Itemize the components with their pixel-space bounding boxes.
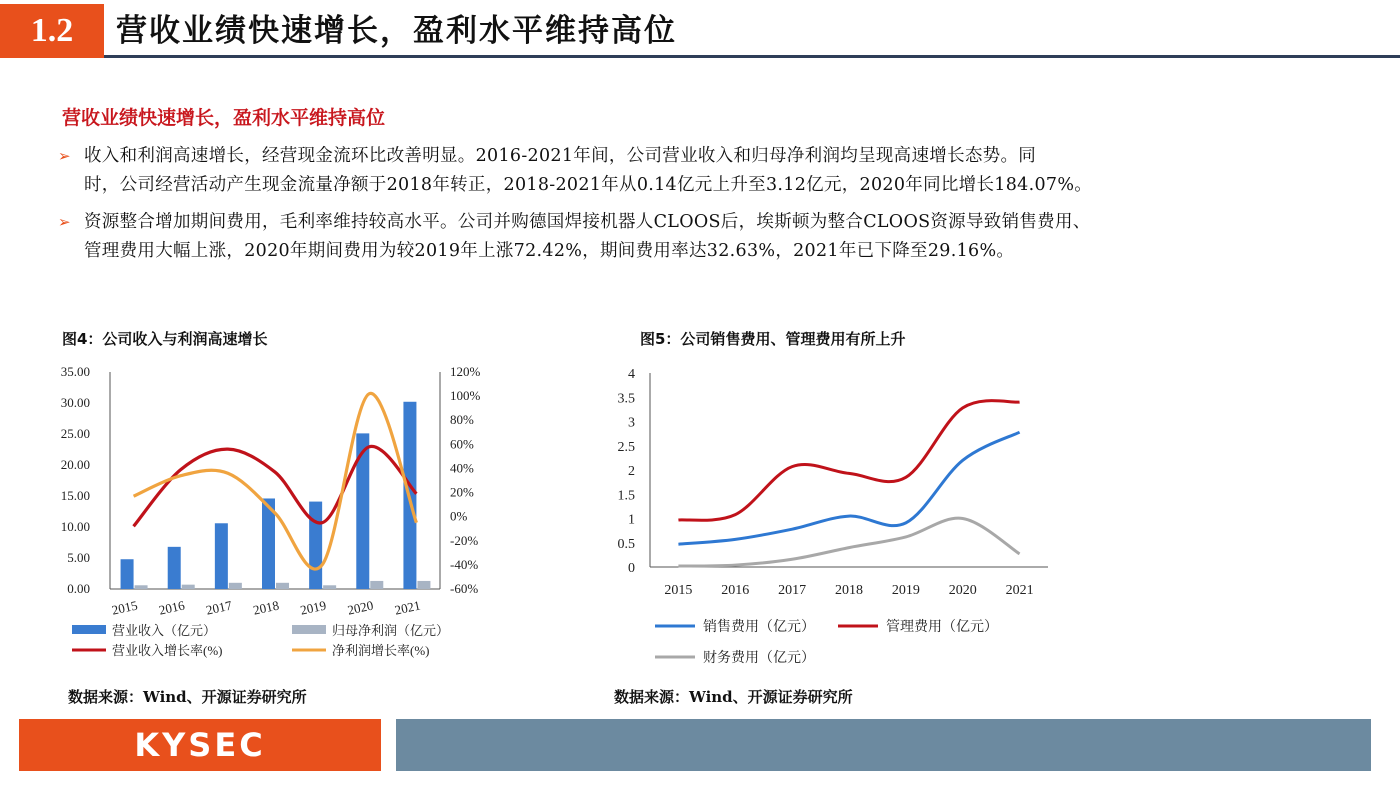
arrow-bullet-icon: ➢ <box>58 147 71 165</box>
arrow-bullet-icon: ➢ <box>58 213 71 231</box>
y-tick-label: 0.5 <box>617 536 635 552</box>
x-tick-label: 2016 <box>157 597 187 618</box>
profit-bar <box>276 583 289 589</box>
slide-footer <box>0 719 1400 773</box>
kysec-logo <box>19 719 381 771</box>
y2-tick-label: 60% <box>450 436 474 452</box>
legend-label: 归母净利润（亿元） <box>332 623 450 638</box>
y-tick-label: 0 <box>628 561 635 576</box>
finance-expense-line <box>678 518 1019 566</box>
section-subtitle: 营收业绩快速增长，盈利水平维持高位 <box>62 107 386 129</box>
y-tick-label: 1 <box>628 512 635 528</box>
legend-label: 营业收入增长率(%) <box>112 643 223 658</box>
profit-bar <box>229 583 242 589</box>
header-divider <box>104 55 1400 58</box>
data-source: 数据来源：Wind、开源证券研究所 <box>614 688 853 706</box>
legend-swatch <box>72 625 106 634</box>
legend-swatch <box>292 625 326 634</box>
x-tick-label: 2017 <box>778 583 807 598</box>
y-tick-label: 4 <box>628 367 635 382</box>
revenue-bar <box>121 559 134 589</box>
y2-tick-label: 120% <box>450 364 481 379</box>
y-tick-label: 0.00 <box>67 581 90 596</box>
profit-bar <box>182 585 195 589</box>
y2-tick-label: -20% <box>450 532 479 548</box>
bullet-point <box>58 142 1348 200</box>
legend-label: 财务费用（亿元） <box>703 651 815 666</box>
bullet-point <box>58 208 1348 266</box>
y-tick-label: 15.00 <box>60 488 90 503</box>
revenue-bar <box>215 523 228 589</box>
expense-chart <box>590 355 1060 675</box>
x-tick-label: 2019 <box>298 597 328 618</box>
figure-title: 图4：公司收入与利润高速增长 <box>62 330 268 348</box>
admin-expense-line <box>678 401 1019 521</box>
x-tick-label: 2019 <box>891 583 920 598</box>
profit-bar <box>135 585 148 589</box>
y-tick-label: 10.00 <box>60 519 90 534</box>
y-tick-label: 2.5 <box>617 439 635 455</box>
y-tick-label: 3 <box>628 415 635 431</box>
profit-bar <box>417 581 430 589</box>
section-number: 1.2 <box>0 4 104 58</box>
y2-tick-label: 100% <box>450 388 481 404</box>
slide-header <box>0 0 1400 62</box>
y2-tick-label: 80% <box>450 412 474 428</box>
bullet-line: 资源整合增加期间费用，毛利率维持较高水平。公司并购德国焊接机器人CLOOS后，埃斯顿为整合CLOOS资源导致销售费用、 <box>84 212 1091 232</box>
footer-bar <box>396 719 1371 771</box>
y-tick-label: 20.00 <box>60 457 90 472</box>
legend-label: 销售费用（亿元） <box>703 620 815 635</box>
figure-title: 图5：公司销售费用、管理费用有所上升 <box>640 330 906 348</box>
y2-tick-label: 0% <box>450 508 468 524</box>
x-tick-label: 2018 <box>835 583 863 598</box>
legend-label: 营业收入（亿元） <box>112 623 217 638</box>
revenue-bar <box>309 502 322 589</box>
y2-tick-label: 40% <box>450 460 474 476</box>
legend-label: 净利润增长率(%) <box>332 643 430 658</box>
bullet-line: 管理费用大幅上涨，2020年期间费用为较2019年上涨72.42%，期间费用率达32.63%，2021年已下降至29.16%。 <box>84 241 1015 261</box>
legend-label: 管理费用（亿元） <box>886 620 998 635</box>
x-tick-label: 2021 <box>1005 583 1034 598</box>
logo-text: KYSEC <box>134 726 266 764</box>
bullet-line: 收入和利润高速增长，经营现金流环比改善明显。2016-2021年间，公司营业收入和归母净利润均呈现高速增长态势。同 <box>84 146 1037 166</box>
revenue-bar <box>168 547 181 589</box>
x-tick-label: 2020 <box>346 597 375 618</box>
y-tick-label: 1.5 <box>617 488 635 504</box>
data-source: 数据来源：Wind、开源证券研究所 <box>68 688 307 706</box>
y-tick-label: 35.00 <box>60 364 90 379</box>
x-tick-label: 2015 <box>110 597 139 618</box>
x-tick-label: 2021 <box>393 597 422 618</box>
y2-tick-label: -40% <box>450 556 479 572</box>
profit-bar <box>370 581 383 589</box>
y-tick-label: 3.5 <box>617 391 635 407</box>
x-tick-label: 2017 <box>204 597 234 618</box>
y-tick-label: 5.00 <box>67 550 90 565</box>
sales-expense-line <box>678 432 1019 544</box>
y-tick-label: 2 <box>628 464 635 479</box>
y2-tick-label: -60% <box>450 581 479 596</box>
x-tick-label: 2016 <box>721 583 750 598</box>
y2-tick-label: 20% <box>450 484 474 500</box>
x-tick-label: 2018 <box>251 597 281 618</box>
x-tick-label: 2015 <box>664 583 693 598</box>
x-tick-label: 2020 <box>948 583 977 598</box>
bullet-line: 时，公司经营活动产生现金流量净额于2018年转正，2018-2021年从0.14亿元上升至3.12亿元，2020年同比增长184.07%。 <box>84 175 1093 195</box>
profit-bar <box>323 585 336 589</box>
y-tick-label: 25.00 <box>60 426 90 441</box>
y-tick-label: 30.00 <box>60 395 90 410</box>
slide-title: 营收业绩快速增长，盈利水平维持高位 <box>116 13 677 49</box>
revenue-profit-chart <box>40 355 540 675</box>
